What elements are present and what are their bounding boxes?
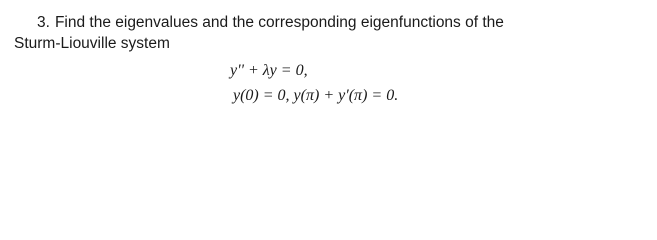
- problem-statement-line-2: Sturm-Liouville system: [14, 35, 170, 52]
- boundary-conditions: y(0) = 0, y(π) + y′(π) = 0.: [233, 87, 399, 104]
- problem-block: [0, 0, 657, 118]
- differential-equation: y'' + λy = 0,: [230, 62, 308, 79]
- problem-number: 3.: [37, 14, 50, 31]
- problem-statement-line-1: [37, 14, 504, 32]
- statement-text-1: Find the eigenvalues and the corresponding eigenfunctions of the: [54, 14, 504, 31]
